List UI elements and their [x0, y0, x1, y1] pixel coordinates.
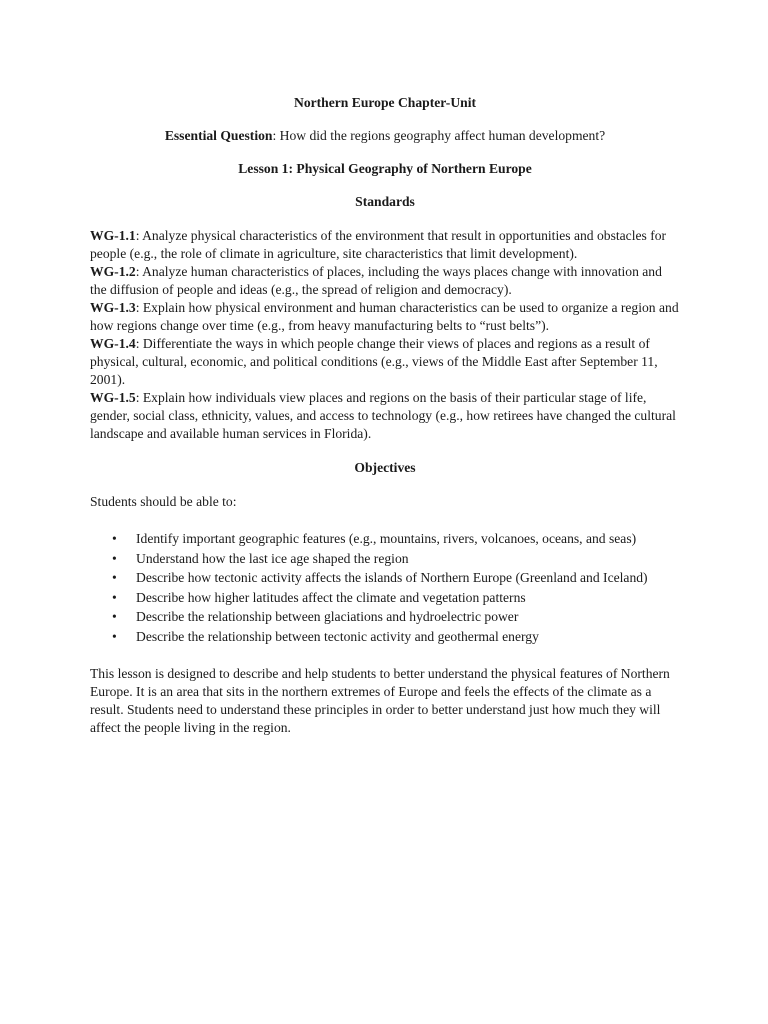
- list-item: [112, 589, 680, 607]
- objective-text: Describe how tectonic activity affects the islands of Northern Europe (Greenland and Iceland): [136, 570, 648, 585]
- standard-item: [90, 227, 680, 263]
- bullet-icon: •: [112, 589, 117, 605]
- bullet-icon: •: [112, 570, 117, 585]
- standards-heading: Standards: [355, 194, 415, 209]
- objectives-list: [90, 530, 680, 646]
- standard-code: WG-1.4: [90, 336, 136, 351]
- standard-code: WG-1.3: [90, 300, 136, 315]
- standard-code: WG-1.1: [90, 228, 136, 243]
- essential-question: [90, 127, 680, 145]
- bullet-icon: •: [112, 609, 117, 624]
- objective-text: Describe the relationship between tectonic activity and geothermal energy: [136, 628, 539, 644]
- essential-question-label: Essential Question: [164, 128, 273, 143]
- standard-item: [90, 389, 680, 443]
- standard-text: : Differentiate the ways in which people change their views of places and regions as a result of physical, cultural, economic, and political conditions (e.g., views of the Middle East after September 11, 2001).: [90, 336, 658, 387]
- objectives-intro: Students should be able to:: [90, 494, 237, 509]
- lesson-title: Lesson 1: Physical Geography of Northern Europe: [238, 161, 532, 176]
- standard-item: [90, 263, 680, 299]
- standard-text: : Explain how physical environment and human characteristics can be used to organize a region and how regions change over time (e.g., from heavy manufacturing belts to “rust belts”).: [90, 300, 679, 333]
- document-title: Northern Europe Chapter-Unit: [294, 95, 476, 110]
- standards-list: [90, 227, 680, 443]
- objectives-heading: Objectives: [354, 460, 416, 475]
- lesson-description: This lesson is designed to describe and help students to better understand the physical features of Northern Europe. It is an area that sits in the northern extremes of Europe and feels the effects of the climate as a result. Students need to understand these principles in order to better understand just how much they will affect the people living in the region.: [90, 665, 670, 735]
- standard-text: : Explain how individuals view places and regions on the basis of their particular stage of life, gender, social class, ethnicity, values, and access to technology (e.g., how retirees have changed the cultural landscape and available human services in Florida).: [90, 390, 676, 441]
- objective-text: Describe how higher latitudes affect the climate and vegetation patterns: [136, 589, 526, 605]
- list-item: [112, 569, 680, 587]
- essential-question-text: : How did the regions geography affect human development?: [272, 128, 606, 143]
- standard-item: [90, 299, 680, 335]
- standard-code: WG-1.2: [90, 264, 136, 279]
- list-item: [112, 550, 680, 568]
- standard-code: WG-1.5: [90, 390, 136, 405]
- objective-text: Identify important geographic features (e.g., mountains, rivers, volcanoes, oceans, and seas): [136, 531, 637, 546]
- bullet-icon: •: [112, 531, 117, 546]
- list-item: [112, 608, 680, 626]
- bullet-icon: •: [112, 628, 117, 644]
- list-item: [112, 628, 680, 646]
- standard-text: : Analyze human characteristics of places, including the ways places change with innovation and the diffusion of people and ideas (e.g., the spread of religion and democracy).: [90, 264, 662, 297]
- standard-text: : Analyze physical characteristics of the environment that result in opportunities and obstacles for people (e.g., the role of climate in agriculture, site characteristics that limit development).: [90, 228, 667, 261]
- document-page: [90, 94, 680, 737]
- standard-item: [90, 335, 680, 389]
- objective-text: Describe the relationship between glaciations and hydroelectric power: [136, 609, 519, 624]
- objective-text: Understand how the last ice age shaped the region: [136, 550, 409, 566]
- bullet-icon: •: [112, 550, 117, 566]
- list-item: [112, 530, 680, 548]
